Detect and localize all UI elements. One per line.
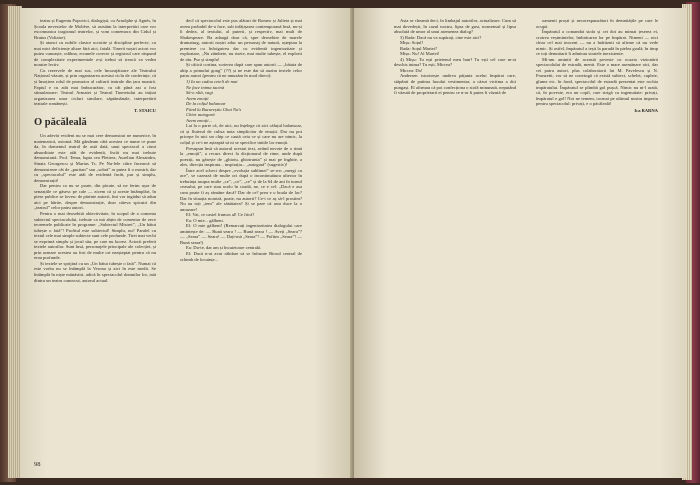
paragraph: El: Dacă n-ai avut răbdare să se înfrunte Biroul central de schimb de locuințe...: [180, 250, 302, 262]
paragraph: Și câtică cortina, scrierea după care spun autorii — „bătaia de ahip a primului gong” (??) și ne este dat să auzim textele celor patru autori (pentru că ne amuzăm în mod direct):: [180, 62, 302, 79]
paragraph: teatru și Eugeniu Popovici, dialogiști, cu Arnolphe și Agnès, în Școala nevestelor de Molière, să asistăm la interpretări care vor excomunica tragismul teatrelor, și vom comemora din Cidul și Brutus (Voltaire).: [34, 18, 156, 40]
paragraph: Rada: Soțul Mariei?: [400, 45, 437, 51]
paragraph: Împăratul a comandat stofa și cei doi au mimat țeserea ei, croirea veștmintelor, îmbrăcarea lor pe împărat. Nimeni — nici chiar cel mai inocent — nu a îndrăznit să afirme că nu vede nimic. Și astfel, împăratul a ieșit la paradă în pielea goală, în timp ce toți demnitarii îi admirau straiele inexistente.: [536, 29, 658, 57]
paragraph: Un adevăr evident nu se mai cere demonstrat ne numerice, în matematică, axiomă. Mă gândeam câtă acestea ce nume ce pune da, în domeniul teatral de astă dată, unui spectacol a cărui absurditate este atât de evidentă, încât nu mai trebuie demonstrată. Prof. Tema, lupta cea Pletirea, Aurelian Alexandru, Sinaia Georgescu și Marius Ts. Pe Nu-lele câtre încearcă să demonstreze cât de „puritan” sau „sobră” ar putea fi o mostră, dar cu „spectacolul” este atât de evidentă încât, pur și simplu, demonstrații!: [34, 133, 156, 183]
paragraph: Mișu: Soțul!: [400, 40, 424, 46]
paragraph: Presupun însă că autorul acestui text, având nevoie de o rimă la „emoții”, a recurs direct la dicționarul de rime, unde după poeziți, nu găsește de „ghiotu, ghiotrunta” și mai pe înghite, a ales, direcția inspirata... inspirația... „autogară” (sugestiv)!: [180, 145, 302, 168]
left-page: [20, 8, 354, 478]
paragraph: Între acel scheci despre „evoluția sublimei” se-a-n „mergi cu ace”, se cazează de multe ori după o incontinuătura ulterior în trebuința asupra multe „ce”, „ce”, „ce” și de la 64 de ani în turnul ceasului, pe care stau acolo în coadă, ne, ce e cel: „Dacă e asa cum poate fi aș rămâne dacă? Dar de ce? prea e o boala de lac? Dar în situația noastră, poate, nu autorii? Ce-i ce aș să-l prostim? Nu au toți „tem” ale sănătatea? Și se pare că asta duce la o amuzare!: [180, 167, 302, 212]
paragraph: Pentru o mai deosebită obiectivitate, în scopul de a comenta subiectul spectacolului, trebuie ca mă abțin de comentar de zece teoremele publicate în programe: „Subiectul Mistrei”, „Un bătut iubește o fată”! Profitul este subiectul! Simplu, nu? Paralel cu textul cele mai simple subiecte sunt cele profunde. Tirei mai vechi se exprimă simplu și jocul său, pe care nu lucrez. Actorii preferă textele autorilor. Sunt însă, personajele principale ale colecției, și prin urmare acestea au fost de multe ori neașteptat pentru că nu erau profunde.: [34, 210, 156, 261]
right-page: [354, 8, 686, 478]
paragraph: Mișu: Nu! Al Mariei!: [400, 51, 440, 57]
paragraph: oamenii proști și necorespunzători în demnitățile pe care le ocupă.: [536, 18, 658, 29]
paragraph: Chior autogară: [186, 112, 215, 118]
paragraph: 1) Ia un cadou ceteli de mai: [186, 79, 238, 85]
paragraph: Ea: Du-te, dar am și încuietoare centrală.: [186, 245, 262, 251]
paragraph: 4) Mișu: Tu ești prietenul meu bun? Tu ești cel care m-ai deschis inima? Tu ești, Mircea?: [394, 56, 516, 68]
paragraph: De la colțul balanoar: [186, 101, 226, 107]
author-signature: Ica BARNA: [634, 107, 658, 113]
paragraph: 3) Rada: Dacă nu va supărați, cine este aici?: [400, 34, 482, 40]
paragraph: Asta se cheamă deci, în limbajul autorilor, actualizare. Cum să mai dovedești, în cazul nostru, lipsa de gust, nonsensul și lipsa absolută de umor al unui asemenea dialog?: [394, 18, 516, 35]
paragraph: Ne face inima tacină: [186, 84, 225, 90]
paragraph: Lat la o parte că, de aici, nu înțelege că aici căluțul balansoar, că și fluierul de culisa nota simplicitar de emoții. Dar nu pot pricepe în nici un chip ce caută ceia ce și care nu are nimic, la colțul și ce-i ne așteaptă să ni se specifice intitle lor emoții.: [180, 123, 302, 146]
paragraph: Să-o oltă, vagi: [186, 90, 213, 96]
paragraph: Și atunci cu nobile clasice ocrotite și discipline perfecte, cu mai mici deficiențe altare fără aici, fatală. Tinerii noștri actori vor putea cunoaște, odihna, ecranele corecte și registrul care răspund de complexitate experimentale a-și trebui să treacă va vedea noastre lectiv.: [34, 40, 156, 68]
column-2: [180, 18, 302, 262]
paragraph: Mircea: Da!: [400, 67, 423, 73]
paragraph: El: O mie gălbeni! (Remarcați ingeniozitatea dialogului care amintește de: — Bună seara ! — Bună seara ! — Aveți „Seara”? — „Seara” — Seara! — Dați-mă „Seara”! — Poftim „Seara”! — Bună seara!): [180, 223, 302, 245]
paragraph: Fiind la Bucureștiu Ghai Na's: [186, 106, 242, 112]
column-4: [536, 18, 658, 117]
paragraph: decî că spectacolul este pus alături de Romeo și Julieta și mai avem probabil de-a face, sub infățișarea contemporană însă, nu-și îi dedea, al textului, al puterii, și respectiv, mai mult de Shakespeare. Ba adaugă doar că, spre deosebire de marele dramaturg, autorii noștri aduc un personaj de natură, așteptau la premiere cu înfoiguirea dar cu evidentă ingeniozitate și exploatare, „Nu zâmbete, nu risete, mai multe iubește, el explorii de rău. Pur și simplu!: [180, 18, 302, 62]
page-number: 98: [34, 461, 41, 468]
paragraph: Ea: O mie... gălbeni.: [186, 217, 224, 223]
paragraph: Dar pentru ca nu se poate, din păcate, să ne ferim ușor de senzațiile ce găsesc pe cale — zicem că și aceste întâmplări, în piese publice se lovesc de părinte autorii, îmi vor ingădui să adun aici pe hârtie, despre demonstrație, doar căteva spicuiri din „teatrul” celor patru autori.: [34, 183, 156, 211]
column-1: [34, 18, 156, 283]
paragraph: Avem emoții...: [186, 117, 213, 123]
paragraph: Cu rezervele de mai sus, cele încurajătoare ale Teatrului Național văzute, și prin organizarea acestui ciclu de conferințe, că și însoțirea rolul de promotor al culturii teatrale din țara noastră. Faptul e cu atât mai îmbucurător, cu cât până azi a fost stimulatoare: Teatrul Armatei și Teatrul Tineretului au inițiat organizarea unor cicluri similare, săptămânale, interpretării teatrale românești.: [34, 67, 156, 107]
author-signature: T. STAICU: [133, 107, 156, 113]
paragraph: Avem emoții: [186, 95, 209, 101]
paragraph: El: Vai, ce castel frumos al! Ce fiică?: [186, 212, 255, 218]
article-heading: O păcăleală: [34, 117, 87, 129]
paragraph: Și textele se sprijină cu un „Un bătut iubește o fată”. Numai că este vorba nu se întâmplă la Verona și aici în este medii. Se întâmplă în niște mănăstiri, adică în spectacolul domnilor lor, iată dintru un teatru cunoscut, autorul actual.: [34, 260, 156, 283]
paragraph: Mi-am amintit de această poveste cu ocazia vizionării spectacolului de estradă, menit. Este o mare asemănare aici, dar cei patru autori, plus colaboratorii lui M. Pavelescu și N. Frunzetti, vor să ne convingă că există subiect, schelet, cuplete, glume etc. în fond, spectacolul de estradă prezentat este rochia impăratului. Împăratul se plimbă gol pușcă. Nimic nu ni-l arată, că, în poveste, era un copil, care strigă cu ingenuitate: privați, împăratul e gol! Noi ne temem, tocmai pe ultimul nostru imperiu pentru spectacolul: privați, e o păcăleală!: [536, 56, 658, 107]
paragraph: Andersen istorisește undeva pățania acelui împărat care, stăpânit de patima luxului vestimentar, a căzut victima a doi pungași. El afirmau că pot confecționa o stofă minunată, neputând fi văzută de proprietarii ei pentru ce n-ar fi putea fi văzută de: [394, 73, 516, 96]
column-3: [394, 18, 516, 96]
